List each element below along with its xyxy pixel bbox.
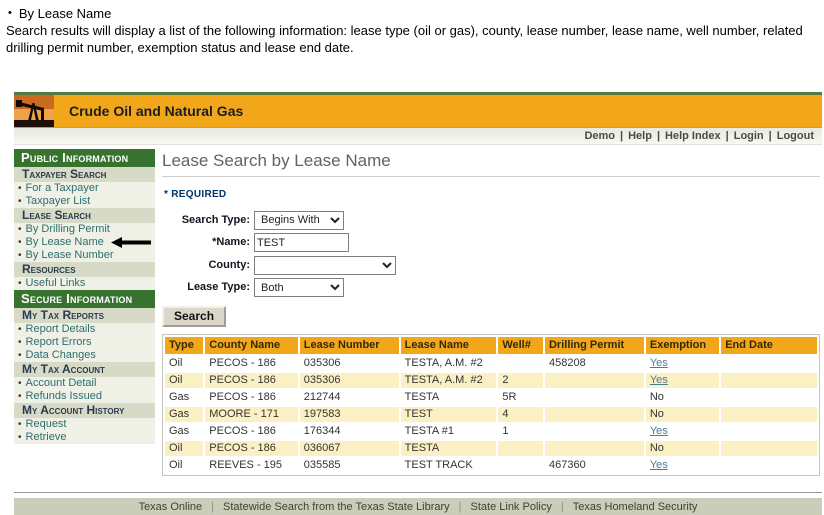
bullet-icon: • bbox=[18, 390, 22, 402]
cell-well: 5R bbox=[502, 391, 517, 403]
cell-county-name: PECOS - 186 bbox=[205, 373, 298, 388]
sidebar-item-data-changes[interactable] bbox=[14, 349, 155, 362]
bullet-icon: • bbox=[18, 323, 22, 335]
exemption-yes-link[interactable]: Yes bbox=[649, 425, 668, 437]
sidebar-item-taxpayer-list[interactable] bbox=[14, 195, 155, 208]
column-header-lease-name: Lease Name bbox=[401, 337, 497, 354]
exemption-yes-link[interactable]: Yes bbox=[649, 459, 668, 471]
nav-link-login[interactable]: Login bbox=[733, 130, 764, 142]
sidebar-header-public-information: Public Information bbox=[14, 149, 155, 167]
footer-link-state-link-policy[interactable]: State Link Policy bbox=[470, 500, 552, 513]
cell-type: Gas bbox=[165, 407, 203, 422]
sidebar-link-label: Request bbox=[25, 418, 67, 430]
cell-exemption bbox=[646, 424, 719, 439]
cell-drilling-permit: 458208 bbox=[548, 357, 586, 369]
cell-county-name: REEVES - 195 bbox=[209, 459, 283, 471]
county-label: County: bbox=[208, 258, 250, 271]
lease-type-select[interactable] bbox=[254, 278, 344, 297]
county-select[interactable] bbox=[254, 256, 396, 275]
sidebar-link-label: Data Changes bbox=[25, 349, 96, 361]
cell-lease-number: 036067 bbox=[300, 441, 399, 456]
column-header-type: Type bbox=[165, 337, 203, 354]
separator: | bbox=[725, 130, 729, 142]
sidebar-subheader-resources: Resources bbox=[14, 262, 155, 277]
bullet-icon: • bbox=[18, 349, 22, 361]
bullet-icon: • bbox=[18, 377, 22, 389]
footer-bar bbox=[14, 498, 822, 515]
sidebar-item-useful-links[interactable] bbox=[14, 277, 155, 290]
cell-end-date bbox=[721, 373, 817, 388]
app-title: Crude Oil and Natural Gas bbox=[69, 103, 244, 119]
sidebar-item-refunds-issued[interactable] bbox=[14, 390, 155, 403]
search-type-select[interactable] bbox=[254, 211, 344, 230]
bullet-icon: • bbox=[18, 223, 22, 235]
note-description: Search results will display a list of the following information: lease type (oil or gas), county, lease number, lease name, well number, related drilling permit number, exemption status and lease end date. bbox=[6, 23, 803, 55]
bullet-icon: • bbox=[18, 236, 22, 248]
nav-link-logout[interactable]: Logout bbox=[776, 130, 814, 142]
cell-county-name: MOORE - 171 bbox=[205, 407, 298, 422]
cell-lease-number: 176344 bbox=[303, 425, 341, 437]
note-title: By Lease Name bbox=[18, 6, 112, 21]
cell-type: Oil bbox=[169, 357, 183, 369]
exemption-yes-link[interactable]: Yes bbox=[649, 357, 668, 369]
cell-end-date bbox=[721, 390, 817, 405]
cell-end-date bbox=[721, 407, 817, 422]
sidebar-item-request[interactable] bbox=[14, 418, 155, 431]
sidebar-item-by-lease-name[interactable] bbox=[14, 236, 155, 249]
sidebar-link-label: Retrieve bbox=[25, 431, 67, 443]
lease-type-label: Lease Type: bbox=[187, 281, 250, 294]
bullet-icon: • bbox=[18, 195, 22, 207]
nav-link-demo[interactable]: Demo bbox=[584, 130, 616, 142]
cell-lease-number: 035306 bbox=[300, 373, 399, 388]
results-table bbox=[162, 334, 820, 476]
sidebar-link-label: For a Taxpayer bbox=[25, 182, 99, 194]
separator: | bbox=[458, 500, 462, 513]
column-header-well: Well# bbox=[498, 337, 543, 354]
sidebar-subheader-my-tax-account: My Tax Account bbox=[14, 362, 155, 377]
cell-lease-name: TESTA, A.M. #2 bbox=[401, 373, 497, 388]
column-header-end-date: End Date bbox=[721, 337, 817, 354]
sidebar-link-label: Useful Links bbox=[25, 277, 86, 289]
cell-drilling-permit: 467360 bbox=[548, 459, 586, 471]
cell-county-name: PECOS - 186 bbox=[209, 425, 276, 437]
cell-type: Gas bbox=[169, 425, 190, 437]
exemption-yes-link[interactable]: Yes bbox=[649, 374, 668, 386]
bullet-icon: • bbox=[18, 249, 22, 261]
utility-nav bbox=[14, 127, 822, 145]
pointer-arrow-icon bbox=[111, 237, 151, 248]
cell-lease-number: 212744 bbox=[303, 391, 341, 403]
sidebar-link-label: By Lease Name bbox=[25, 236, 104, 248]
sidebar-subheader-my-tax-reports: My Tax Reports bbox=[14, 308, 155, 323]
cell-well: 1 bbox=[502, 425, 509, 437]
bullet-icon: • bbox=[18, 182, 22, 194]
sidebar-link-label: Account Detail bbox=[25, 377, 97, 389]
bullet-icon: • bbox=[18, 431, 22, 443]
cell-well bbox=[498, 458, 543, 473]
cell-well bbox=[498, 356, 543, 371]
table-row bbox=[165, 407, 817, 422]
cell-drilling-permit bbox=[545, 407, 644, 422]
sidebar-item-by-drilling-permit[interactable] bbox=[14, 223, 155, 236]
sidebar-link-label: Report Details bbox=[25, 323, 96, 335]
cell-lease-name: TESTA, A.M. #2 bbox=[404, 357, 483, 369]
name-label: *Name: bbox=[212, 236, 250, 249]
app-header bbox=[14, 92, 822, 127]
sidebar-link-label: By Lease Number bbox=[25, 249, 114, 261]
bullet-icon: • bbox=[18, 336, 22, 348]
cell-end-date bbox=[721, 424, 817, 439]
sidebar-link-label: Refunds Issued bbox=[25, 390, 102, 402]
name-input[interactable] bbox=[254, 233, 349, 252]
cell-end-date bbox=[721, 458, 817, 473]
note-title-line bbox=[6, 5, 820, 22]
cell-lease-name: TESTA #1 bbox=[404, 425, 454, 437]
separator: | bbox=[768, 130, 772, 142]
cell-lease-name: TESTA bbox=[404, 391, 440, 403]
pumpjack-logo bbox=[14, 95, 54, 127]
search-type-label: Search Type: bbox=[181, 213, 250, 226]
cell-drilling-permit bbox=[545, 390, 644, 405]
cell-well: 4 bbox=[498, 407, 543, 422]
required-note: * REQUIRED bbox=[164, 189, 227, 200]
cell-lease-name: TESTA bbox=[401, 441, 497, 456]
bullet-icon: • bbox=[18, 277, 22, 289]
results-header-row bbox=[165, 337, 817, 354]
cell-lease-number: 035585 bbox=[303, 459, 341, 471]
cell-lease-number: 197583 bbox=[300, 407, 399, 422]
table-row bbox=[165, 356, 817, 371]
separator: | bbox=[620, 130, 624, 142]
page-container bbox=[14, 92, 822, 515]
cell-lease-name: TEST bbox=[401, 407, 497, 422]
sidebar-subheader-lease-search: Lease Search bbox=[14, 208, 155, 223]
cell-county-name: PECOS - 186 bbox=[205, 441, 298, 456]
nav-link-help-index[interactable]: Help Index bbox=[665, 130, 721, 142]
cell-drilling-permit bbox=[545, 441, 644, 456]
sidebar-header-secure-information: Secure Information bbox=[14, 290, 155, 308]
instruction-note bbox=[6, 5, 820, 56]
cell-county-name: PECOS - 186 bbox=[209, 357, 276, 369]
footer-link-texas-homeland-security[interactable]: Texas Homeland Security bbox=[572, 500, 698, 513]
table-row bbox=[165, 424, 817, 439]
cell-exemption bbox=[646, 458, 719, 473]
column-header-exemption: Exemption bbox=[646, 337, 719, 354]
cell-drilling-permit bbox=[545, 373, 644, 388]
cell-exemption: No bbox=[646, 407, 719, 422]
search-form bbox=[162, 210, 820, 297]
footer-link-statewide-search-from-the-texas-state-library[interactable]: Statewide Search from the Texas State Library bbox=[223, 500, 450, 513]
sidebar-item-account-detail[interactable] bbox=[14, 377, 155, 390]
sidebar-item-report-errors[interactable] bbox=[14, 336, 155, 349]
cell-type: Gas bbox=[169, 391, 190, 403]
sidebar-subheader-taxpayer-search: Taxpayer Search bbox=[14, 167, 155, 182]
cell-exemption bbox=[646, 373, 719, 388]
cell-exemption bbox=[646, 356, 719, 371]
sidebar-item-for-a-taxpayer[interactable] bbox=[14, 182, 155, 195]
search-button[interactable]: Search bbox=[162, 306, 226, 327]
nav-link-help[interactable]: Help bbox=[628, 130, 652, 142]
cell-county-name: PECOS - 186 bbox=[209, 391, 276, 403]
table-row bbox=[165, 441, 817, 456]
cell-drilling-permit bbox=[545, 424, 644, 439]
main-content bbox=[155, 149, 822, 476]
cell-end-date bbox=[721, 356, 817, 371]
cell-exemption: No bbox=[646, 441, 719, 456]
sidebar-link-label: Report Errors bbox=[25, 336, 92, 348]
cell-lease-name: TEST TRACK bbox=[404, 459, 473, 471]
cell-lease-number: 035306 bbox=[303, 357, 341, 369]
column-header-drilling-permit: Drilling Permit bbox=[545, 337, 644, 354]
cell-end-date bbox=[721, 441, 817, 456]
cell-well: 2 bbox=[498, 373, 543, 388]
table-row bbox=[165, 458, 817, 473]
separator: | bbox=[560, 500, 564, 513]
sidebar-link-label: By Drilling Permit bbox=[25, 223, 110, 235]
sidebar-subheader-my-account-history: My Account History bbox=[14, 403, 155, 418]
sidebar-nav bbox=[14, 149, 155, 444]
column-header-county-name: County Name bbox=[205, 337, 298, 354]
cell-type: Oil bbox=[165, 441, 203, 456]
page-title: Lease Search by Lease Name bbox=[162, 149, 820, 177]
cell-type: Oil bbox=[165, 373, 203, 388]
separator: | bbox=[656, 130, 661, 142]
cell-type: Oil bbox=[169, 459, 183, 471]
bullet-icon: • bbox=[18, 418, 22, 430]
column-header-lease-number: Lease Number bbox=[300, 337, 399, 354]
sidebar-item-retrieve[interactable] bbox=[14, 431, 155, 444]
footer-link-texas-online[interactable]: Texas Online bbox=[138, 500, 203, 513]
sidebar-item-by-lease-number[interactable] bbox=[14, 249, 155, 262]
cell-well bbox=[498, 441, 543, 456]
cell-exemption: No bbox=[649, 391, 664, 403]
footer-divider bbox=[14, 492, 822, 493]
sidebar-item-report-details[interactable] bbox=[14, 323, 155, 336]
separator: | bbox=[211, 500, 215, 513]
table-row bbox=[165, 390, 817, 405]
bullet-icon: • bbox=[8, 7, 12, 19]
table-row bbox=[165, 373, 817, 388]
sidebar-link-label: Taxpayer List bbox=[25, 195, 91, 207]
